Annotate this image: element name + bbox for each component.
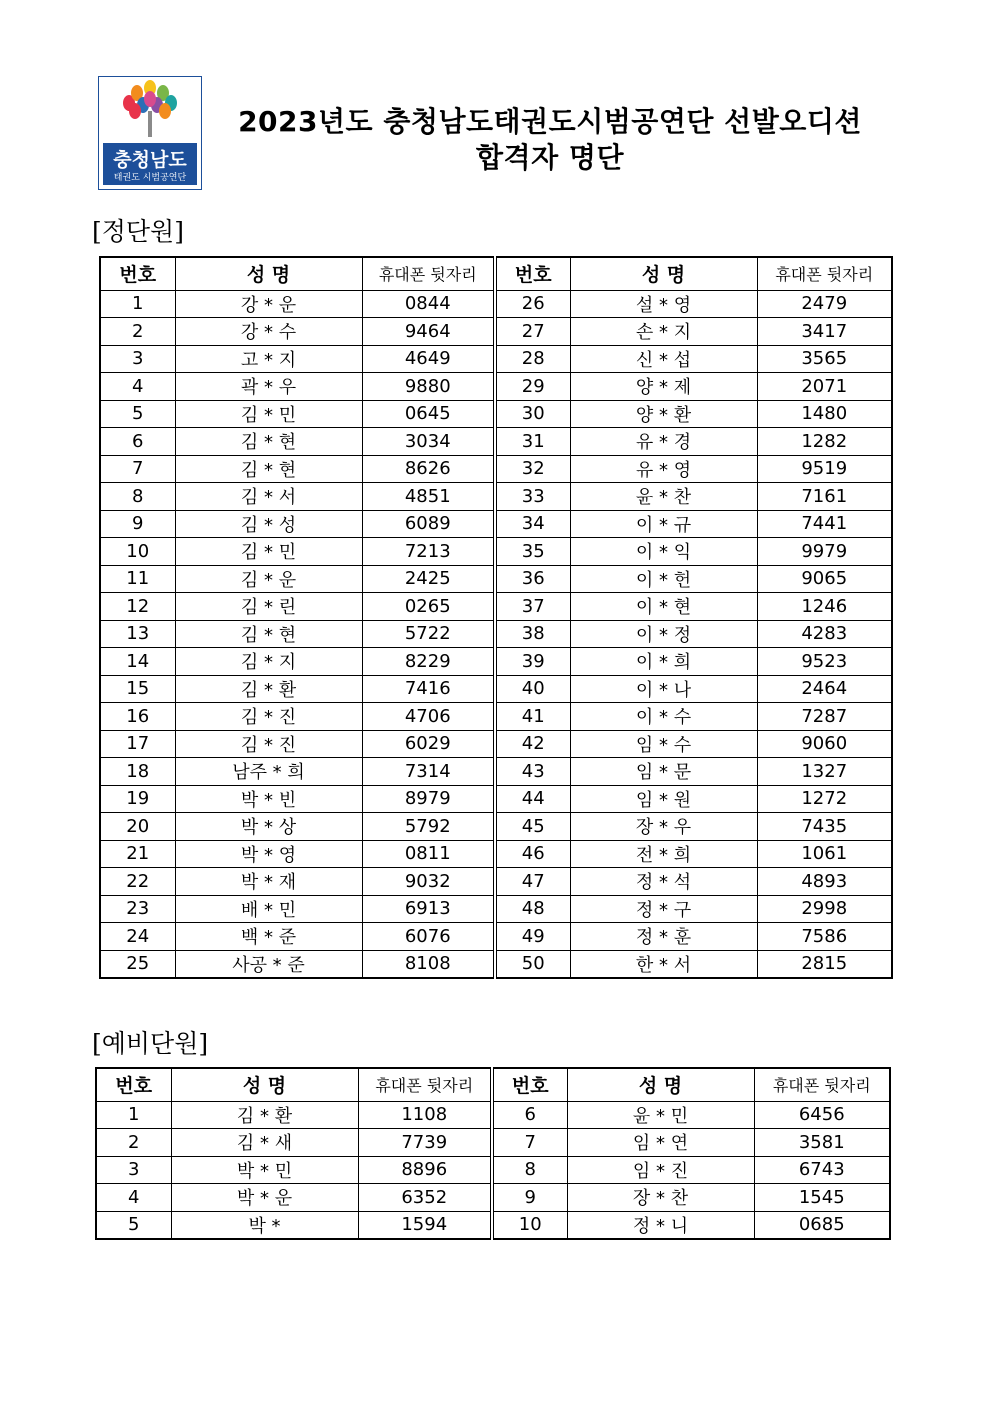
column-header: 번호 (495, 257, 570, 290)
table-cell: 김 * 운 (175, 565, 362, 593)
table-cell: 47 (495, 868, 570, 896)
table-cell: 43 (495, 758, 570, 786)
table-cell: 11 (100, 565, 175, 593)
table-cell: 7416 (362, 675, 495, 703)
table-header-row (96, 1068, 890, 1101)
table-cell: 김 * 현 (175, 428, 362, 456)
table-row (100, 868, 892, 896)
table-cell: 3417 (757, 318, 892, 346)
table-cell: 8626 (362, 455, 495, 483)
table-cell: 3581 (754, 1129, 890, 1157)
table-cell: 6 (100, 428, 175, 456)
table-cell: 5 (96, 1211, 171, 1239)
table-cell: 23 (100, 895, 175, 923)
column-header: 성 명 (171, 1068, 358, 1101)
table-row (100, 345, 892, 373)
table-cell: 44 (495, 785, 570, 813)
table-cell: 10 (100, 538, 175, 566)
column-header: 번호 (492, 1068, 567, 1101)
table-cell: 19 (100, 785, 175, 813)
table-cell: 4893 (757, 868, 892, 896)
table-cell: 7441 (757, 510, 892, 538)
table-row (100, 730, 892, 758)
table-cell: 한 * 서 (570, 950, 757, 978)
table-row (100, 593, 892, 621)
table-cell: 35 (495, 538, 570, 566)
table-row (96, 1184, 890, 1212)
table-cell: 14 (100, 648, 175, 676)
table-cell: 2071 (757, 373, 892, 401)
table-cell: 이 * 정 (570, 620, 757, 648)
table-cell: 48 (495, 895, 570, 923)
table-cell: 9 (492, 1184, 567, 1212)
table-cell: 7739 (358, 1129, 492, 1157)
logo-petal (144, 91, 156, 107)
table-cell: 이 * 헌 (570, 565, 757, 593)
table-cell: 31 (495, 428, 570, 456)
table-cell: 정 * 구 (570, 895, 757, 923)
table-cell: 정 * 석 (570, 868, 757, 896)
table-cell: 김 * 현 (175, 620, 362, 648)
table-cell: 8896 (358, 1156, 492, 1184)
table-row (100, 318, 892, 346)
column-header: 성 명 (567, 1068, 754, 1101)
column-header: 번호 (100, 257, 175, 290)
logo-petal (159, 103, 171, 119)
table-cell: 6743 (754, 1156, 890, 1184)
table-cell: 김 * 현 (175, 455, 362, 483)
table-cell: 8108 (362, 950, 495, 978)
table-cell: 0811 (362, 840, 495, 868)
table-cell: 유 * 경 (570, 428, 757, 456)
table-cell: 8 (492, 1156, 567, 1184)
table-row (96, 1156, 890, 1184)
table-cell: 임 * 문 (570, 758, 757, 786)
table-cell: 6352 (358, 1184, 492, 1212)
table-cell: 2479 (757, 290, 892, 318)
table-cell: 0645 (362, 400, 495, 428)
table-cell: 45 (495, 813, 570, 841)
table-cell: 6 (492, 1101, 567, 1129)
table-row (100, 648, 892, 676)
table-cell: 41 (495, 703, 570, 731)
table-cell: 김 * 서 (175, 483, 362, 511)
logo-petal (129, 103, 141, 119)
table-cell: 전 * 희 (570, 840, 757, 868)
table-cell: 4851 (362, 483, 495, 511)
table-cell: 50 (495, 950, 570, 978)
table-cell: 20 (100, 813, 175, 841)
table-cell: 2 (100, 318, 175, 346)
table-cell: 29 (495, 373, 570, 401)
table-cell: 김 * 진 (175, 703, 362, 731)
table-cell: 8229 (362, 648, 495, 676)
table-row (100, 923, 892, 951)
table-cell: 1282 (757, 428, 892, 456)
table-cell: 0685 (754, 1211, 890, 1239)
table-cell: 7161 (757, 483, 892, 511)
regular-members-heading: [정단원] (92, 217, 184, 246)
table-cell: 2425 (362, 565, 495, 593)
table-cell: 12 (100, 593, 175, 621)
table-row (100, 840, 892, 868)
table-cell: 이 * 규 (570, 510, 757, 538)
table-cell: 박 * 빈 (175, 785, 362, 813)
table-cell: 33 (495, 483, 570, 511)
table-cell: 4283 (757, 620, 892, 648)
table-cell: 13 (100, 620, 175, 648)
table-cell: 손 * 지 (570, 318, 757, 346)
table-cell: 7213 (362, 538, 495, 566)
page-subtitle: 합격자 명단 (476, 141, 624, 174)
table-row (100, 785, 892, 813)
table-cell: 강 * 운 (175, 290, 362, 318)
table-cell: 5 (100, 400, 175, 428)
table-cell: 김 * 진 (175, 730, 362, 758)
table-cell: 7314 (362, 758, 495, 786)
table-cell: 9464 (362, 318, 495, 346)
table-row (100, 813, 892, 841)
table-row (100, 455, 892, 483)
table-cell: 4 (100, 373, 175, 401)
tree-logo-icon (99, 77, 201, 189)
table-cell: 6089 (362, 510, 495, 538)
table-cell: 21 (100, 840, 175, 868)
table-cell: 6913 (362, 895, 495, 923)
column-header: 성 명 (175, 257, 362, 290)
table-cell: 1246 (757, 593, 892, 621)
column-header: 휴대폰 뒷자리 (754, 1068, 890, 1101)
table-cell: 3 (100, 345, 175, 373)
table-cell: 24 (100, 923, 175, 951)
page-title: 2023년도 충청남도태권도시범공연단 선발오디션 (238, 105, 862, 138)
table-cell: 김 * 새 (171, 1129, 358, 1157)
table-row (100, 290, 892, 318)
table-row (100, 373, 892, 401)
reserve-members-heading: [예비단원] (92, 1029, 209, 1058)
table-cell: 7586 (757, 923, 892, 951)
table-cell: 김 * 환 (175, 675, 362, 703)
table-row (100, 428, 892, 456)
table-cell: 15 (100, 675, 175, 703)
regular-members-table (99, 256, 893, 979)
table-cell: 37 (495, 593, 570, 621)
table-cell: 박 * 민 (171, 1156, 358, 1184)
table-cell: 박 * 재 (175, 868, 362, 896)
table-cell: 1480 (757, 400, 892, 428)
table-cell: 1108 (358, 1101, 492, 1129)
table-cell: 이 * 희 (570, 648, 757, 676)
table-cell: 6456 (754, 1101, 890, 1129)
table-cell: 1594 (358, 1211, 492, 1239)
table-cell: 9065 (757, 565, 892, 593)
table-cell: 박 * (171, 1211, 358, 1239)
column-header: 휴대폰 뒷자리 (358, 1068, 492, 1101)
column-header: 휴대폰 뒷자리 (757, 257, 892, 290)
table-row (96, 1129, 890, 1157)
table-cell: 7 (492, 1129, 567, 1157)
table-cell: 18 (100, 758, 175, 786)
table-cell: 38 (495, 620, 570, 648)
table-cell: 7287 (757, 703, 892, 731)
table-row (100, 483, 892, 511)
table-cell: 6076 (362, 923, 495, 951)
table-cell: 임 * 원 (570, 785, 757, 813)
table-cell: 김 * 환 (171, 1101, 358, 1129)
table-cell: 유 * 영 (570, 455, 757, 483)
table-cell: 정 * 니 (567, 1211, 754, 1239)
table-cell: 25 (100, 950, 175, 978)
table-row (96, 1211, 890, 1239)
table-cell: 7 (100, 455, 175, 483)
table-cell: 22 (100, 868, 175, 896)
table-row (100, 400, 892, 428)
table-cell: 신 * 섭 (570, 345, 757, 373)
table-row (100, 758, 892, 786)
table-cell: 윤 * 찬 (570, 483, 757, 511)
table-cell: 이 * 익 (570, 538, 757, 566)
table-cell: 17 (100, 730, 175, 758)
table-cell: 27 (495, 318, 570, 346)
table-cell: 김 * 민 (175, 538, 362, 566)
logo (98, 76, 202, 190)
table-cell: 2464 (757, 675, 892, 703)
table-cell: 2 (96, 1129, 171, 1157)
table-cell: 박 * 영 (175, 840, 362, 868)
table-row (100, 950, 892, 978)
logo-text: 충청남도 (113, 149, 187, 171)
table-cell: 박 * 상 (175, 813, 362, 841)
table-cell: 30 (495, 400, 570, 428)
table-cell: 이 * 수 (570, 703, 757, 731)
table-cell: 4 (96, 1184, 171, 1212)
reserve-members-table (95, 1067, 891, 1240)
table-cell: 49 (495, 923, 570, 951)
table-header-row (100, 257, 892, 290)
table-cell: 8 (100, 483, 175, 511)
table-cell: 임 * 수 (570, 730, 757, 758)
table-cell: 1327 (757, 758, 892, 786)
column-header: 번호 (96, 1068, 171, 1101)
table-cell: 임 * 진 (567, 1156, 754, 1184)
table-cell: 28 (495, 345, 570, 373)
table-cell: 김 * 민 (175, 400, 362, 428)
table-cell: 박 * 운 (171, 1184, 358, 1212)
table-cell: 이 * 나 (570, 675, 757, 703)
table-cell: 2998 (757, 895, 892, 923)
table-cell: 이 * 현 (570, 593, 757, 621)
table-cell: 김 * 린 (175, 593, 362, 621)
table-cell: 김 * 성 (175, 510, 362, 538)
table-cell: 9032 (362, 868, 495, 896)
table-cell: 9880 (362, 373, 495, 401)
table-cell: 26 (495, 290, 570, 318)
table-cell: 9 (100, 510, 175, 538)
table-cell: 김 * 지 (175, 648, 362, 676)
table-cell: 정 * 훈 (570, 923, 757, 951)
table-cell: 사공 * 준 (175, 950, 362, 978)
table-cell: 윤 * 민 (567, 1101, 754, 1129)
column-header: 성 명 (570, 257, 757, 290)
table-cell: 9060 (757, 730, 892, 758)
table-cell: 임 * 연 (567, 1129, 754, 1157)
table-row (100, 565, 892, 593)
table-cell: 장 * 우 (570, 813, 757, 841)
table-cell: 곽 * 우 (175, 373, 362, 401)
table-cell: 설 * 영 (570, 290, 757, 318)
logo-subtext: 태권도 시범공연단 (113, 173, 187, 183)
table-cell: 0265 (362, 593, 495, 621)
table-cell: 2815 (757, 950, 892, 978)
table-cell: 백 * 준 (175, 923, 362, 951)
table-cell: 34 (495, 510, 570, 538)
table-row (100, 675, 892, 703)
table-cell: 16 (100, 703, 175, 731)
table-cell: 9979 (757, 538, 892, 566)
table-cell: 강 * 수 (175, 318, 362, 346)
table-cell: 남주 * 희 (175, 758, 362, 786)
table-row (100, 895, 892, 923)
table-cell: 1061 (757, 840, 892, 868)
table-row (100, 703, 892, 731)
table-cell: 4649 (362, 345, 495, 373)
table-cell: 36 (495, 565, 570, 593)
table-cell: 32 (495, 455, 570, 483)
table-cell: 배 * 민 (175, 895, 362, 923)
table-cell: 3034 (362, 428, 495, 456)
table-cell: 40 (495, 675, 570, 703)
column-header: 휴대폰 뒷자리 (362, 257, 495, 290)
table-cell: 1272 (757, 785, 892, 813)
table-cell: 0844 (362, 290, 495, 318)
table-cell: 42 (495, 730, 570, 758)
table-cell: 양 * 환 (570, 400, 757, 428)
table-cell: 3565 (757, 345, 892, 373)
table-row (100, 510, 892, 538)
table-cell: 39 (495, 648, 570, 676)
table-cell: 1545 (754, 1184, 890, 1212)
table-cell: 장 * 찬 (567, 1184, 754, 1212)
table-cell: 1 (100, 290, 175, 318)
table-cell: 1 (96, 1101, 171, 1129)
table-cell: 46 (495, 840, 570, 868)
table-cell: 9523 (757, 648, 892, 676)
table-cell: 양 * 제 (570, 373, 757, 401)
table-cell: 5722 (362, 620, 495, 648)
table-cell: 3 (96, 1156, 171, 1184)
table-cell: 6029 (362, 730, 495, 758)
table-cell: 9519 (757, 455, 892, 483)
table-cell: 8979 (362, 785, 495, 813)
table-cell: 7435 (757, 813, 892, 841)
table-row (100, 538, 892, 566)
table-row (96, 1101, 890, 1129)
table-row (100, 620, 892, 648)
table-cell: 고 * 지 (175, 345, 362, 373)
table-cell: 10 (492, 1211, 567, 1239)
table-cell: 4706 (362, 703, 495, 731)
table-cell: 5792 (362, 813, 495, 841)
